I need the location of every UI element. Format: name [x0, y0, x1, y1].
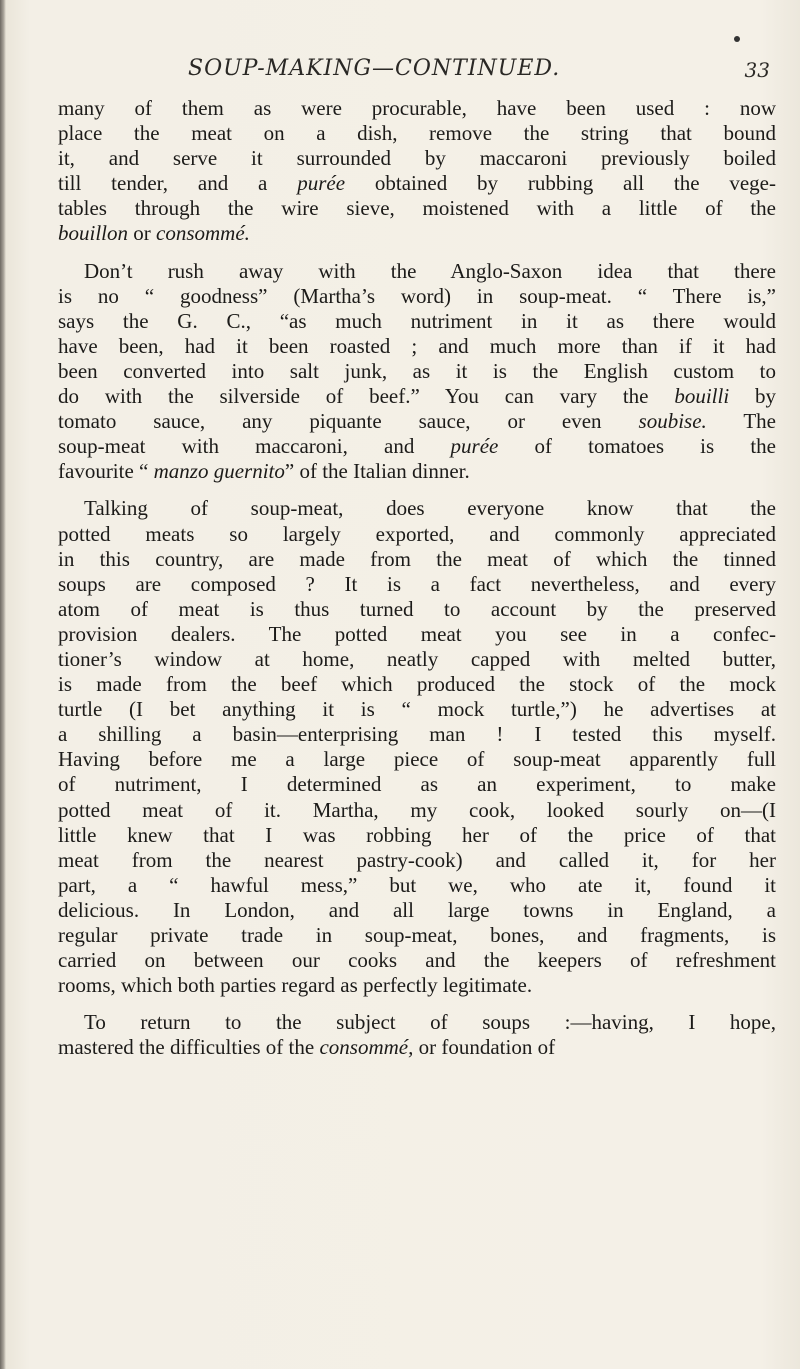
text-line: place the meat on a dish, remove the string that bound	[58, 121, 776, 146]
text-fragment: or	[128, 221, 157, 246]
text-line: been converted into salt junk, as it is the English custom to	[58, 358, 776, 383]
text-line: have been, had it been roasted ; and much more than if it had	[58, 333, 776, 358]
text-line	[58, 434, 776, 459]
text-line	[58, 409, 776, 434]
text-line	[58, 171, 776, 196]
text-fragment: The	[706, 409, 776, 434]
italic-term: purée	[450, 434, 499, 459]
text-fragment: do with the silverside of beef.” You can vary the	[58, 384, 675, 409]
text-fragment: of tomatoes is the	[498, 434, 776, 459]
text-line: meat from the nearest pastry-cook) and called it, for her	[58, 847, 776, 872]
text-line	[58, 384, 776, 409]
text-line: provision dealers. The potted meat you see in a confec-	[58, 621, 776, 646]
italic-term: bouillon	[58, 221, 129, 246]
text-line: Having before me a large piece of soup-meat apparently full	[58, 747, 776, 772]
paragraph-gap	[58, 998, 776, 1010]
page-number: 33	[744, 58, 770, 82]
page-spine-shadow	[0, 0, 6, 1369]
text-line: Talking of soup-meat, does everyone know that the	[84, 496, 776, 521]
text-line: in this country, are made from the meat of which the tinned	[58, 546, 776, 571]
text-line: of nutriment, I determined as an experiment, to make	[58, 772, 776, 797]
text-line: is no “ goodness” (Martha’s word) in soup-meat. “ There is,”	[58, 283, 776, 308]
text-fragment: obtained by rubbing all the vege-	[345, 171, 776, 196]
page-header	[60, 56, 776, 96]
text-line: carried on between our cooks and the keepers of refreshment	[58, 948, 776, 973]
text-line: little knew that I was robbing her of the price of that	[58, 822, 776, 847]
paragraph-4	[58, 1010, 776, 1060]
italic-term: consommé,	[319, 1035, 414, 1060]
paragraph-1	[58, 96, 776, 247]
text-line: is made from the beef which produced the stock of the mock	[58, 672, 776, 697]
italic-term: bouilli	[674, 384, 730, 409]
text-line: turtle (I bet anything it is “ mock turtle,”) he advertises at	[58, 697, 776, 722]
paragraph-gap	[58, 247, 776, 259]
text-line: many of them as were procurable, have been used : now	[58, 96, 776, 120]
text-line: delicious. In London, and all large towns in England, a	[58, 897, 776, 922]
text-fragment: mastered the difficulties of the	[58, 1035, 320, 1060]
text-fragment: till tender, and a	[58, 171, 298, 196]
italic-term: soubise.	[638, 409, 707, 434]
italic-term: manzo guernito	[153, 459, 285, 484]
text-line: tioner’s window at home, neatly capped with melted butter,	[58, 646, 776, 671]
text-line: tables through the wire sieve, moistened with a little of the	[58, 196, 776, 221]
italic-term: purée	[297, 171, 346, 196]
text-line: Don’t rush away with the Anglo-Saxon idea that there	[84, 258, 776, 283]
paragraph-gap	[58, 484, 776, 496]
text-fragment: ” of the Italian dinner.	[284, 459, 470, 484]
text-line: To return to the subject of soups :—having, I hope,	[84, 1010, 776, 1035]
paragraph-2	[58, 259, 776, 485]
text-line: soups are composed ? It is a fact nevertheless, and every	[58, 571, 776, 596]
text-line	[58, 221, 776, 246]
text-line: a shilling a basin—enterprising man ! I tested this myself.	[58, 722, 776, 747]
text-line	[58, 459, 776, 484]
body-text	[58, 96, 776, 1060]
text-line: it, and serve it surrounded by maccaroni previously boiled	[58, 146, 776, 171]
italic-term: consommé.	[156, 221, 250, 246]
text-line: says the G. C., “as much nutriment in it as there would	[58, 308, 776, 333]
text-line: rooms, which both parties regard as perfectly legitimate.	[58, 973, 533, 998]
paragraph-3	[58, 496, 776, 998]
text-line: atom of meat is thus turned to account by the preserved	[58, 596, 776, 621]
text-line: potted meat of it. Martha, my cook, looked sourly on—(I	[58, 797, 776, 822]
text-fragment: or foundation of	[413, 1035, 556, 1060]
text-fragment: by	[729, 384, 776, 409]
text-fragment: soup-meat with maccaroni, and	[58, 434, 451, 459]
text-fragment: tomato sauce, any piquante sauce, or even	[58, 409, 639, 434]
text-line: regular private trade in soup-meat, bones, and fragments, is	[58, 923, 776, 947]
text-line	[58, 1035, 776, 1060]
text-fragment: favourite “	[58, 459, 154, 484]
running-head: SOUP-MAKING—CONTINUED.	[188, 56, 561, 81]
text-line: part, a “ hawful mess,” but we, who ate it, found it	[58, 872, 776, 897]
ink-dot	[734, 36, 740, 42]
text-line: potted meats so largely exported, and commonly appreciated	[58, 521, 776, 546]
